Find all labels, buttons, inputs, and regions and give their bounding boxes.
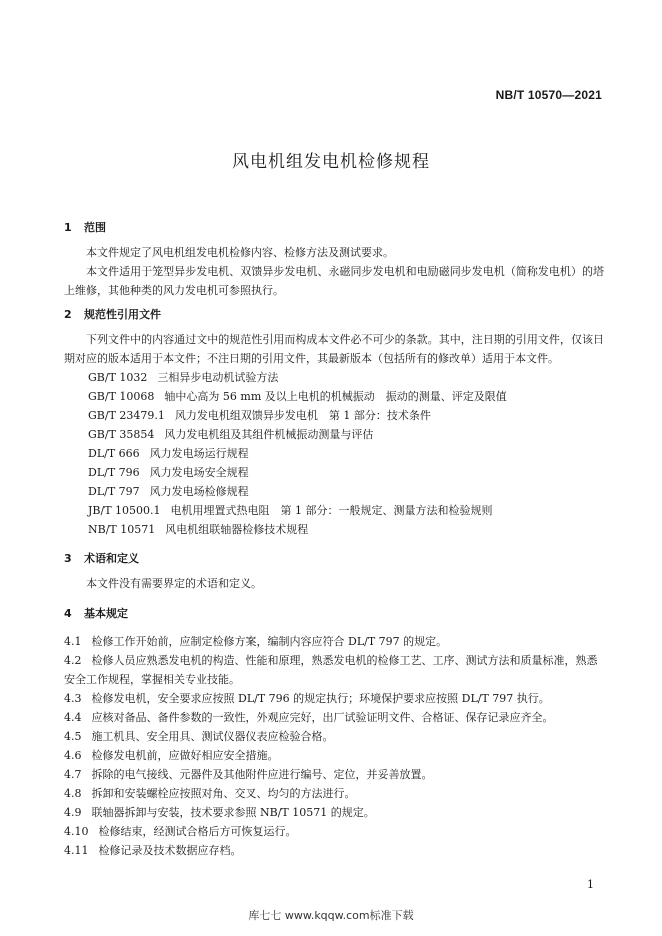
reference-code: DL/T 796 (88, 466, 140, 479)
reference-item (64, 368, 604, 387)
clause-text: 检修人员应熟悉发电机的构造、性能和原理，熟悉发电机的检修工艺、工序、测试方法和质量标准，熟悉安全工作规程，掌握相关专业技能。 (64, 654, 598, 686)
reference-title: 电机用埋置式热电阻 第 1 部分：一般规定、测量方法和检验规则 (170, 504, 493, 517)
clause (64, 746, 604, 765)
clause (64, 632, 604, 651)
clause-number: 4.10 (64, 825, 89, 838)
section-title: 基本规定 (84, 607, 128, 620)
clause (64, 841, 604, 860)
clause-text: 应核对备品、备件参数的一致性，外观应完好，出厂试验证明文件、合格证、保存记录应齐全。 (91, 711, 554, 724)
reference-item (64, 501, 604, 520)
paragraph: 下列文件中的内容通过文中的规范性引用而构成本文件必不可少的条款。其中，注日期的引用文件，仅该日期对应的版本适用于本文件；不注日期的引用文件，其最新版本（包括所有的修改单）适用于本文件。 (64, 333, 604, 365)
clause-number: 4.4 (64, 711, 82, 724)
section-title: 规范性引用文件 (84, 308, 161, 321)
standard-code: NB/T 10570—2021 (495, 88, 602, 102)
reference-item (64, 482, 604, 501)
reference-item (64, 463, 604, 482)
clause-number: 4.7 (64, 768, 82, 781)
document-title: 风电机组发电机检修规程 (232, 152, 430, 172)
clause-number: 4.11 (64, 844, 89, 857)
reference-code: JB/T 10500.1 (88, 504, 161, 517)
section-title: 术语和定义 (84, 552, 139, 565)
clause-text: 检修记录及技术数据应存档。 (98, 844, 242, 857)
section-number: 1 (64, 221, 72, 234)
clause-text: 检修结束，经测试合格后方可恢复运行。 (98, 825, 297, 838)
clause (64, 689, 604, 708)
reference-title: 轴中心高为 56 mm 及以上电机的机械振动 振动的测量、评定及限值 (164, 390, 507, 403)
reference-item (64, 425, 604, 444)
reference-item (64, 387, 604, 406)
clause-text: 检修发电机，安全要求应按照 DL/T 796 的规定执行；环境保护要求应按照 DL/T 797 执行。 (91, 692, 550, 705)
clause-number: 4.2 (64, 654, 82, 667)
clause-text: 拆除的电气接线、元器件及其他附件应进行编号、定位，并妥善放置。 (91, 768, 433, 781)
reference-title: 风力发电机组及其组件机械振动测量与评估 (164, 428, 374, 441)
clause (64, 708, 604, 727)
clause-number: 4.5 (64, 730, 82, 743)
section-1 (64, 212, 604, 300)
section-3 (64, 543, 604, 593)
clause-text: 检修发电机前，应做好相应安全措施。 (91, 749, 279, 762)
section-heading (64, 305, 604, 324)
clause-number: 4.6 (64, 749, 82, 762)
reference-item (64, 406, 604, 425)
section-title: 范围 (84, 221, 106, 234)
clause-text: 拆卸和安装螺栓应按照对角、交叉、均匀的方法进行。 (91, 787, 356, 800)
clause (64, 822, 604, 841)
clause-number: 4.8 (64, 787, 82, 800)
clause-number: 4.9 (64, 806, 82, 819)
reference-code: GB/T 1032 (88, 371, 148, 384)
clause-text: 检修工作开始前，应制定检修方案，编制内容应符合 DL/T 797 的规定。 (91, 635, 448, 648)
paragraph: 本文件规定了风电机组发电机检修内容、检修方法及测试要求。 (86, 246, 394, 259)
clause (64, 727, 604, 746)
section-heading (64, 218, 604, 237)
clause (64, 803, 604, 822)
clause (64, 784, 604, 803)
clause (64, 651, 604, 689)
reference-code: GB/T 10068 (88, 390, 155, 403)
reference-code: DL/T 666 (88, 447, 140, 460)
clause-text: 施工机具、安全用具、测试仪器仪表应检验合格。 (91, 730, 334, 743)
reference-title: 风力发电机组双馈异步发电机 第 1 部分：技术条件 (174, 409, 431, 422)
clause-text: 联轴器拆卸与安装，技术要求参照 NB/T 10571 的规定。 (91, 806, 375, 819)
reference-code: NB/T 10571 (88, 523, 156, 536)
section-2 (64, 299, 604, 539)
section-4 (64, 598, 604, 860)
section-heading (64, 604, 604, 623)
reference-item (64, 444, 604, 463)
reference-title: 三相异步电动机试验方法 (157, 371, 279, 384)
page-number: 1 (587, 878, 594, 891)
reference-code: DL/T 797 (88, 485, 140, 498)
section-number: 3 (64, 552, 72, 565)
paragraph: 本文件没有需要界定的术语和定义。 (86, 577, 262, 590)
clause-number: 4.1 (64, 635, 82, 648)
section-heading (64, 549, 604, 568)
clause-number: 4.3 (64, 692, 82, 705)
reference-item (64, 520, 604, 539)
reference-title: 风力发电场检修规程 (149, 485, 249, 498)
reference-code: GB/T 35854 (88, 428, 155, 441)
reference-title: 风力发电场运行规程 (149, 447, 249, 460)
reference-title: 风力发电场安全规程 (149, 466, 249, 479)
reference-title: 风电机组联轴器检修技术规程 (165, 523, 309, 536)
clause (64, 765, 604, 784)
section-number: 4 (64, 607, 72, 620)
reference-code: GB/T 23479.1 (88, 409, 165, 422)
section-number: 2 (64, 308, 72, 321)
footer-watermark: 库七七 www.kqqw.com标准下载 (248, 909, 414, 922)
paragraph: 本文件适用于笼型异步发电机、双馈异步发电机、永磁同步发电机和电励磁同步发电机（简称发电机）的塔上维修，其他种类的风力发电机可参照执行。 (64, 265, 604, 297)
